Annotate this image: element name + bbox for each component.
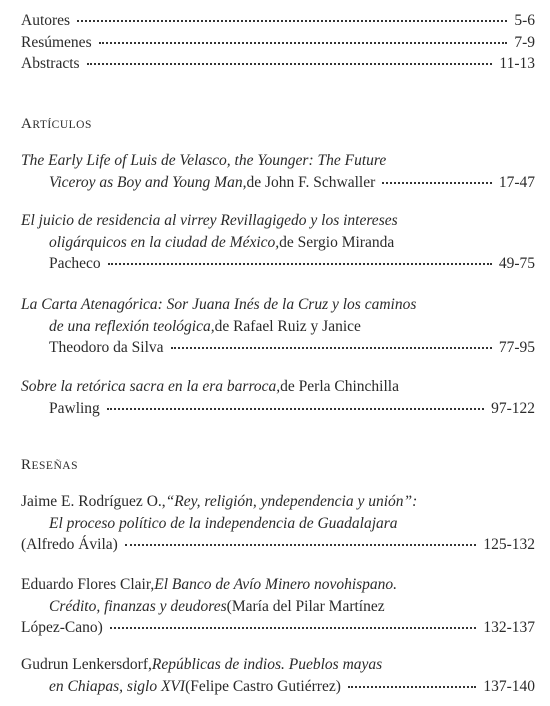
toc-entry-article xyxy=(21,210,535,275)
toc-entry-article xyxy=(21,376,535,419)
review-title: Crédito, finanzas y deudores xyxy=(49,597,227,615)
entry-pages: 137-140 xyxy=(483,677,535,695)
entry-pages: 5-6 xyxy=(514,12,535,29)
dot-leader xyxy=(108,262,492,265)
reviewer: (Felipe Castro Gutiérrez) xyxy=(185,677,341,695)
toc-entry-autores xyxy=(21,10,535,32)
article-author: de Rafael Ruiz y Janice xyxy=(214,317,361,335)
review-title: El Banco de Avío Minero novohispano. xyxy=(154,576,398,593)
review-title: “Rey, religión, yndependencia y unión”: xyxy=(165,493,418,510)
entry-pages: 77-95 xyxy=(498,339,535,356)
article-title: El juicio de residencia al virrey Revillagigedo y los intereses xyxy=(21,212,398,229)
article-title: de una reflexión teológica, xyxy=(49,317,215,335)
review-author: Jaime E. Rodríguez O., xyxy=(21,493,166,510)
entry-pages: 49-75 xyxy=(498,255,535,272)
dot-leader xyxy=(382,181,492,184)
entry-title: Resúmenes xyxy=(21,33,92,51)
review-author: Eduardo Flores Clair, xyxy=(21,576,155,593)
article-author: Pawling xyxy=(49,399,100,417)
dot-leader xyxy=(99,41,508,44)
heading-initial: R xyxy=(21,457,32,473)
review-title: Repúblicas de indios. Pueblos mayas xyxy=(151,656,383,673)
toc-entry-article xyxy=(21,150,535,193)
entry-title: Autores xyxy=(21,12,71,29)
entry-title: Abstracts xyxy=(21,55,80,72)
article-title: Viceroy as Boy and Young Man, xyxy=(49,173,247,191)
toc-entry-article xyxy=(21,294,535,359)
section-heading-articulos xyxy=(21,114,535,137)
toc-entry-abstracts xyxy=(21,53,535,75)
article-title: The Early Life of Luis de Velasco, the Younger: The Future xyxy=(21,152,387,169)
front-matter xyxy=(21,10,535,75)
review-author: Gudrun Lenkersdorf, xyxy=(21,656,152,673)
article-author: de John F. Schwaller xyxy=(246,173,376,191)
entry-pages: 7-9 xyxy=(514,33,535,51)
entry-pages: 97-122 xyxy=(491,399,535,417)
heading-rest: RTÍCULOS xyxy=(32,119,92,131)
dot-leader xyxy=(171,346,492,349)
article-author: de Perla Chinchilla xyxy=(280,378,399,395)
dot-leader xyxy=(77,19,507,22)
dot-leader xyxy=(107,407,484,410)
heading-initial: A xyxy=(21,116,33,132)
section-heading-resenas xyxy=(21,455,535,478)
article-author: Pacheco xyxy=(49,255,101,272)
toc-entry-review xyxy=(21,491,535,556)
article-title: La Carta Atenagórica: Sor Juana Inés de la Cruz y los caminos xyxy=(21,296,417,313)
article-title: Sobre la retórica sacra en la era barroca, xyxy=(21,378,281,395)
entry-pages: 125-132 xyxy=(483,536,535,553)
toc-entry-review xyxy=(21,574,535,639)
review-title: El proceso político de la independencia de Guadalajara xyxy=(49,514,398,532)
toc-entry-review xyxy=(21,654,535,697)
dot-leader xyxy=(125,543,476,546)
heading-rest: ESEÑAS xyxy=(31,460,78,472)
review-title: en Chiapas, siglo XVI xyxy=(49,677,186,695)
reviewer: López-Cano) xyxy=(21,619,103,636)
reviewer: (Alfredo Ávila) xyxy=(21,536,118,553)
dot-leader xyxy=(348,685,476,688)
entry-pages: 11-13 xyxy=(499,55,535,72)
dot-leader xyxy=(87,62,493,65)
reviewer: (María del Pilar Martínez xyxy=(226,597,385,615)
entry-pages: 132-137 xyxy=(483,619,535,636)
article-author: de Sergio Miranda xyxy=(279,233,395,251)
article-title: oligárquicos en la ciudad de México, xyxy=(49,233,280,251)
entry-pages: 17-47 xyxy=(498,173,535,191)
article-author: Theodoro da Silva xyxy=(49,339,164,356)
dot-leader xyxy=(110,626,477,629)
toc-entry-resumenes xyxy=(21,32,535,54)
